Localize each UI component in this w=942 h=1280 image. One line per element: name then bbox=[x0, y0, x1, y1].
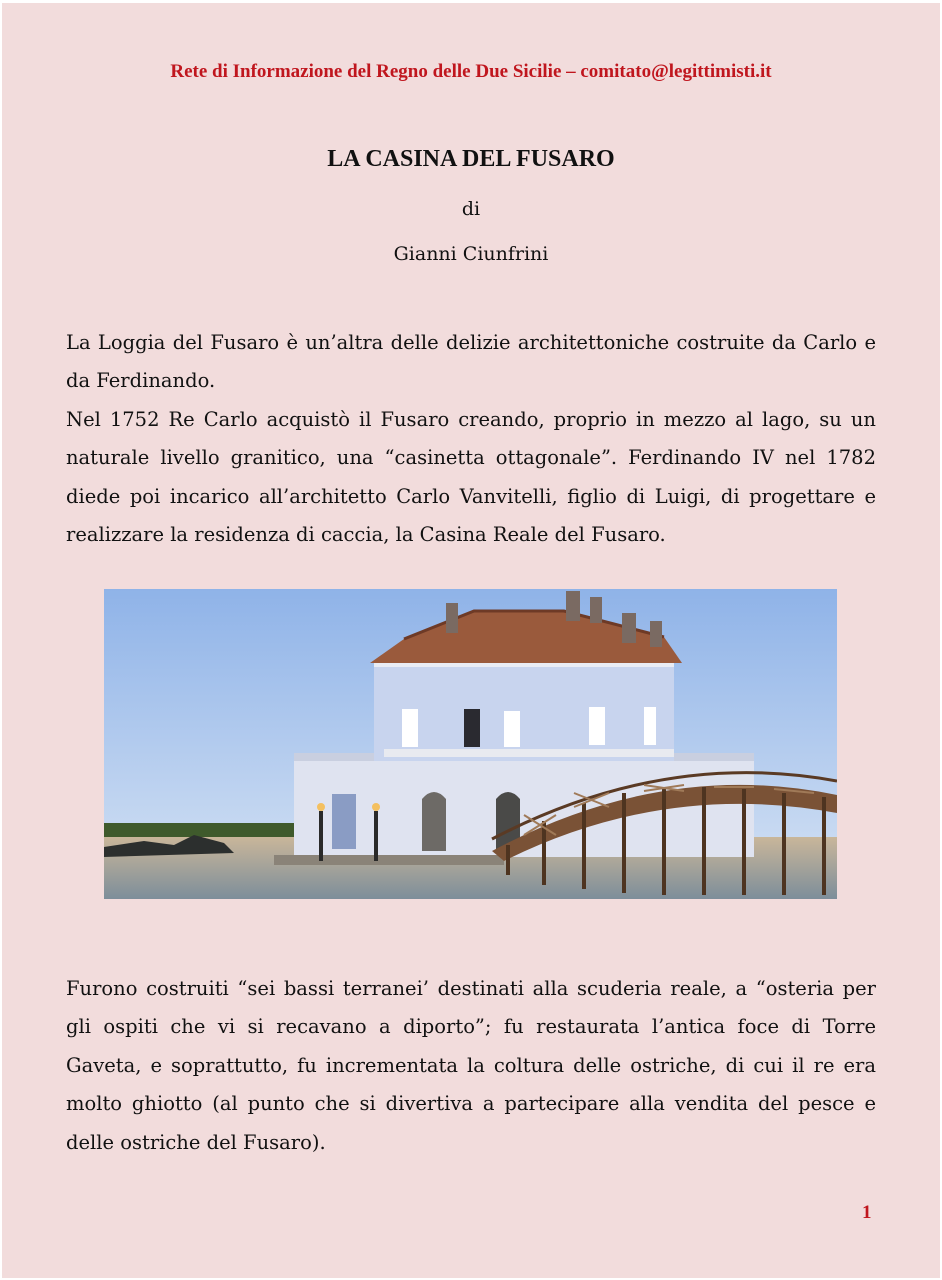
intro-paragraphs bbox=[66, 324, 876, 554]
casina-photo bbox=[104, 589, 837, 899]
paragraph-3: Furono costruiti “sei bassi terranei’ destinati alla scuderia reale, a “osteria per gli ospiti che vi si recavano a diporto”; fu restaurata l’antica foce di Torre Gaveta, e soprattutto, fu incrementata la coltura delle ostriche, di cui il re era molto ghiotto (al punto che si divertiva a partecipare alla vendita del pesce e delle ostriche del Fusaro). bbox=[66, 977, 876, 1154]
paragraph-1: La Loggia del Fusaro è un’altra delle delizie architettoniche costruite da Carlo e da Ferdinando. bbox=[66, 331, 876, 393]
author-name: Gianni Ciunfrini bbox=[393, 243, 549, 265]
article-title: LA CASINA DEL FUSARO bbox=[327, 146, 615, 172]
paragraph-2: Nel 1752 Re Carlo acquistò il Fusaro creando, proprio in mezzo al lago, su un naturale livello granitico, una “casinetta ottagonale”. Ferdinando IV nel 1782 diede poi incarico all’architetto Carlo Vanvitelli, figlio di Luigi, di progettare e realizzare la residenza di caccia, la Casina Reale del Fusaro. bbox=[66, 407, 876, 547]
byline-di: di bbox=[461, 198, 481, 220]
network-header: Rete di Informazione del Regno delle Due Sicilie – comitato@legittimisti.it bbox=[170, 61, 772, 82]
page-number: 1 bbox=[862, 1202, 872, 1223]
document-page bbox=[2, 3, 940, 1278]
